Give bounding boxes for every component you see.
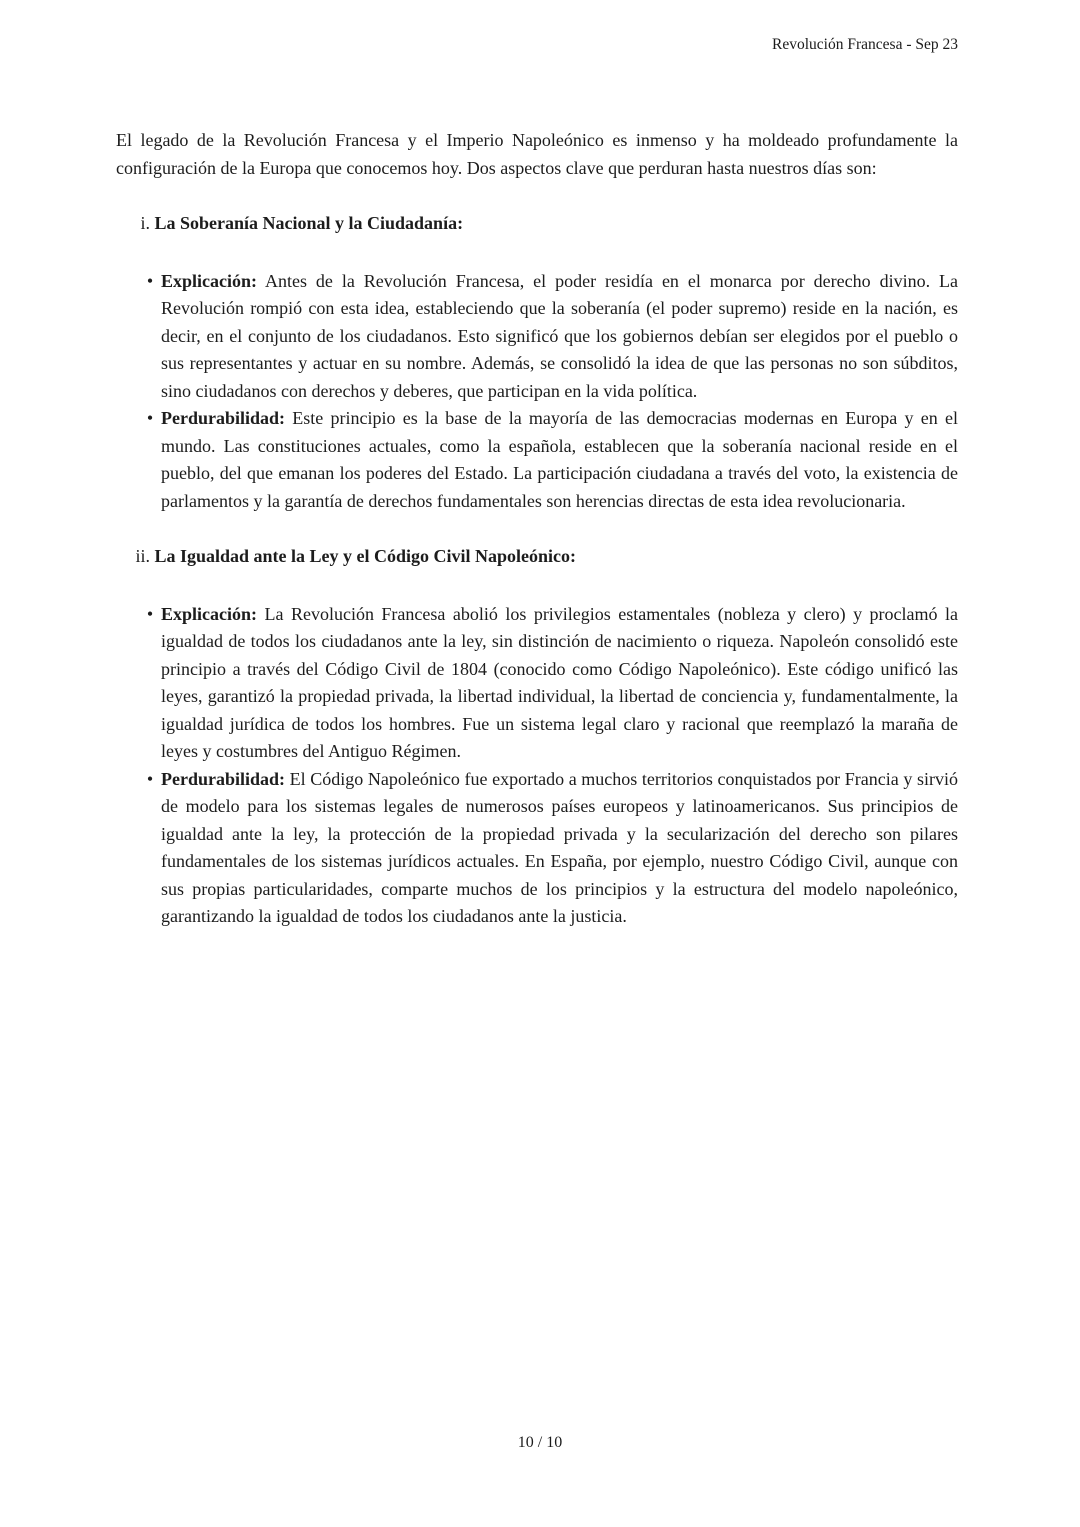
bullet-icon: •: [146, 270, 154, 291]
bullet-icon: •: [146, 768, 154, 789]
list-item-text: Este principio es la base de la mayoría de las democracias modernas en Europa y en el mundo. Las constituciones actuales, como la española, establecen que la soberanía nacional reside en el pueblo, del que emanan los poderes del Estado. La participación ciudadana a través del voto, la existencia de parlamentos y la garantía de derechos fundamentales son herencias directas de esta idea revolucionaria.: [161, 408, 958, 511]
section-title: La Igualdad ante la Ley y el Código Civil Napoleónico:: [154, 546, 577, 566]
section-numeral: i.: [140, 213, 150, 233]
running-header: Revolución Francesa - Sep 23: [772, 36, 958, 53]
bullet-icon: •: [146, 408, 154, 428]
bullet-list-2: [116, 601, 958, 931]
list-item-label: Explicación:: [161, 270, 258, 291]
list-item-label: Explicación:: [161, 603, 258, 624]
list-item: [116, 268, 958, 406]
list-item: [116, 601, 958, 766]
section-heading-1: [116, 210, 958, 238]
list-item-text: El Código Napoleónico fue exportado a muchos territorios conquistados por Francia y sirvió de modelo para los sistemas legales de numerosos países europeos y latinoamericanos. Sus principios de igualdad ante la ley, la protección de la propiedad privada y la secularización del derecho son pilares fundamentales de los sistemas jurídicos actuales. En España, por ejemplo, nuestro Código Civil, aunque con sus propias particularidades, comparte muchos de los principios y la estructura del modelo napoleónico, garantizando la igualdad de todos los ciudadanos ante la justicia.: [161, 768, 958, 926]
section-numeral: ii.: [135, 546, 150, 566]
list-item: [116, 405, 958, 515]
page-number: 10 / 10: [517, 1434, 563, 1451]
bullet-list-1: [116, 268, 958, 516]
list-item-text: Antes de la Revolución Francesa, el poder residía en el monarca por derecho divino. La Revolución rompió con esta idea, estableciendo que la soberanía (el poder supremo) reside en la nación, es decir, en el conjunto de los ciudadanos. Esto significó que los gobiernos debían ser elegidos por el pueblo o sus representantes y actuar en su nombre. Además, se consolidó la idea de que las personas no son súbditos, sino ciudadanos con derechos y deberes, que participan en la vida política.: [161, 270, 959, 401]
section-heading-2: [116, 543, 958, 571]
list-item-text: La Revolución Francesa abolió los privilegios estamentales (nobleza y clero) y proclamó la igualdad de todos los ciudadanos ante la ley, sin distinción de nacimiento o riqueza. Napoleón consolidó este principio a través del Código Civil de 1804 (conocido como Código Napoleónico). Este código unificó las leyes, garantizó la propiedad privada, la libertad individual, la libertad de conciencia y, fundamentalmente, la igualdad jurídica de todos los hombres. Fue un sistema legal claro y racional que reemplazó la maraña de leyes y costumbres del Antiguo Régimen.: [161, 603, 958, 761]
intro-paragraph: El legado de la Revolución Francesa y el Imperio Napoleónico es inmenso y ha moldeado profundamente la configuración de la Europa que conocemos hoy. Dos aspectos clave que perduran hasta nuestros días son:: [116, 130, 958, 178]
document-body: [116, 127, 958, 931]
list-item-label: Perdurabilidad:: [161, 768, 286, 789]
list-item: [116, 766, 958, 931]
list-item-label: Perdurabilidad:: [161, 408, 286, 428]
bullet-icon: •: [146, 603, 154, 624]
section-title: La Soberanía Nacional y la Ciudadanía:: [154, 213, 464, 233]
